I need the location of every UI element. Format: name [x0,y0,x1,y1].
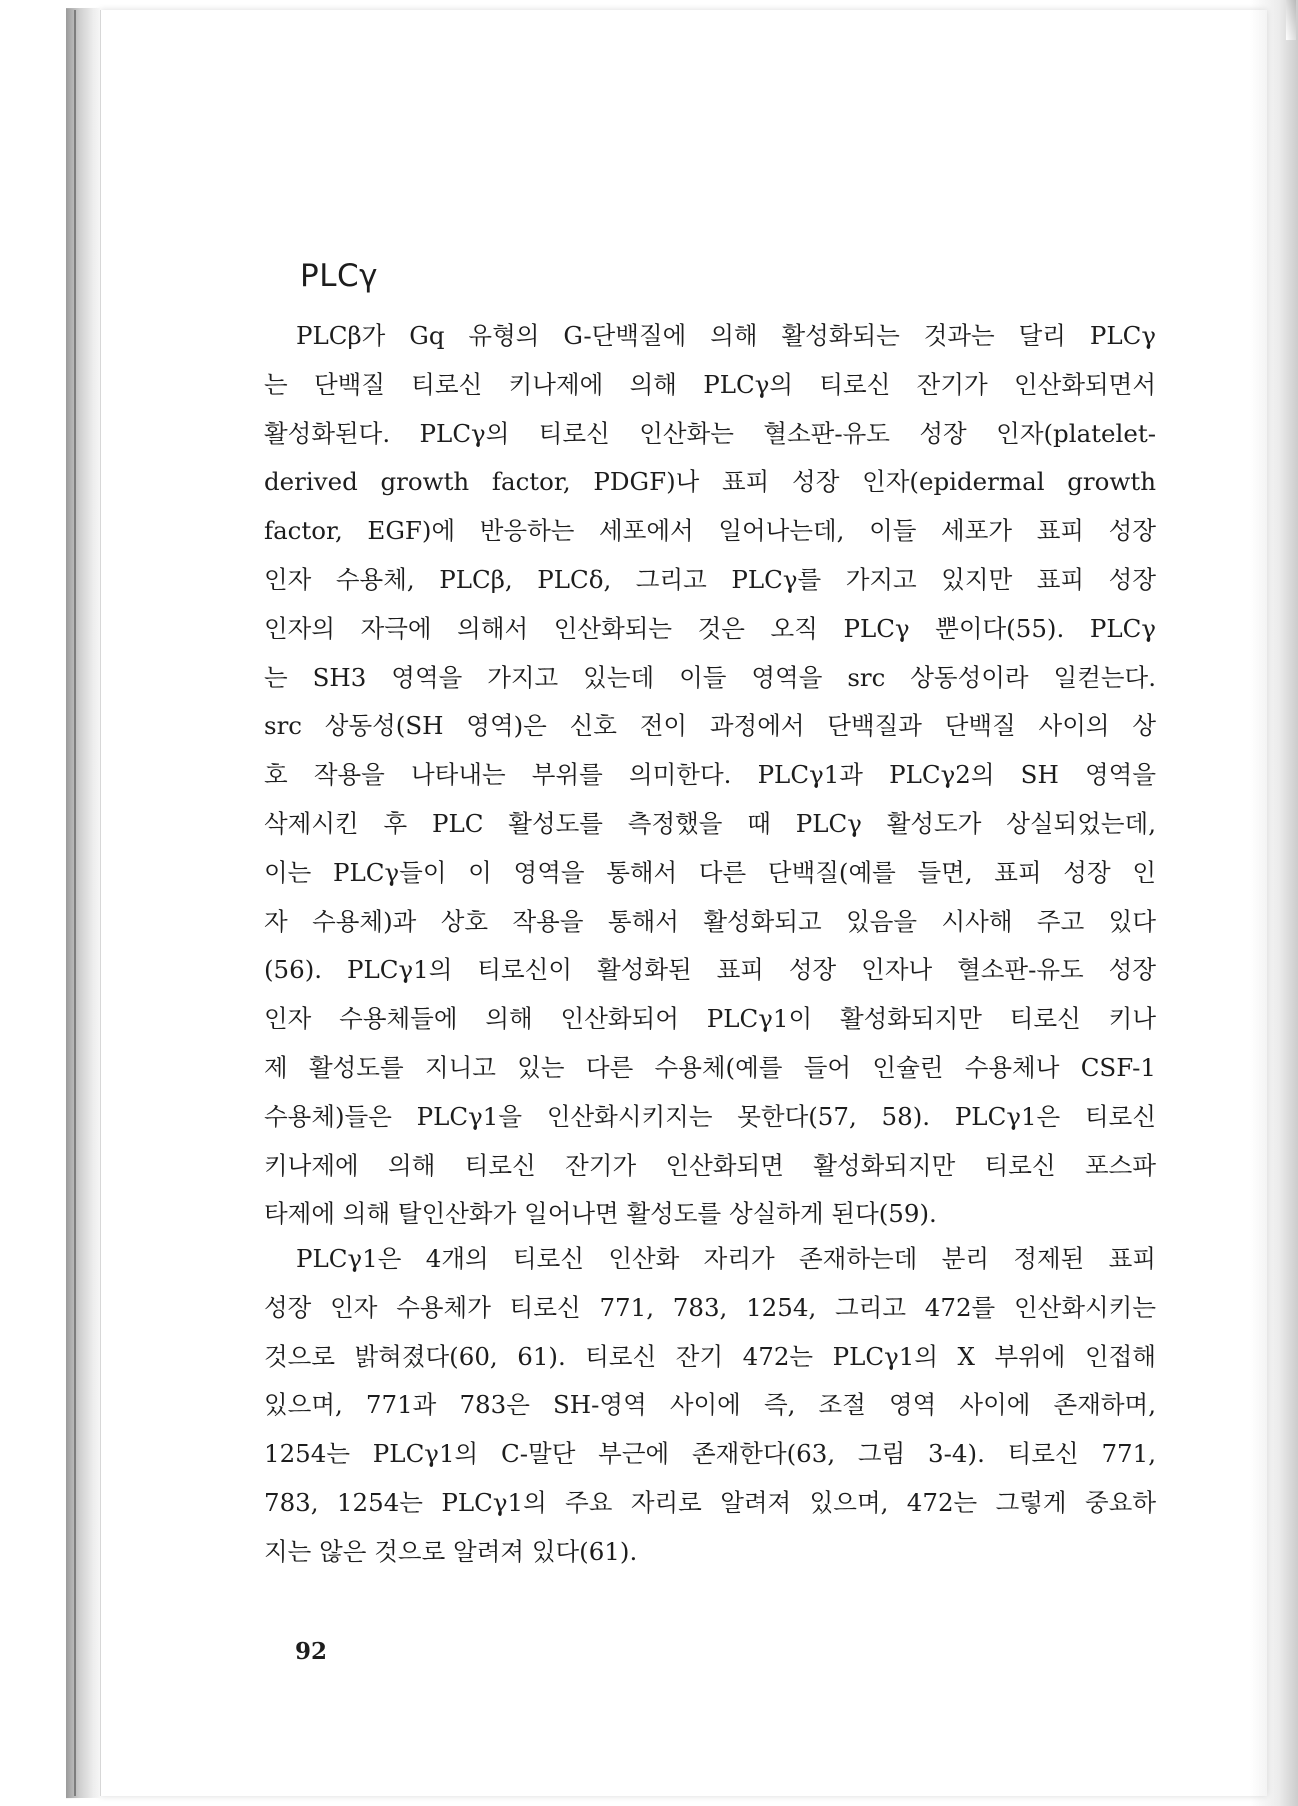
text-line: 수용체)들은 PLCγ1을 인산화시키지는 못한다(57, 58). PLCγ1은 티로신 [264,1101,1156,1131]
text-line: 삭제시킨 후 PLC 활성도를 측정했을 때 PLCγ 활성도가 상실되었는데, [264,808,1156,838]
text-line: (56). PLCγ1의 티로신이 활성화된 표피 성장 인자나 혈소판-유도 성장 [264,955,1156,985]
text-line: 키나제에 의해 티로신 잔기가 인산화되면 활성화되지만 티로신 포스파 [264,1150,1156,1180]
text-line: 인자 수용체, PLCβ, PLCδ, 그리고 PLCγ를 가지고 있지만 표피 성장 [264,564,1156,594]
text-line: derived growth factor, PDGF)나 표피 성장 인자(epidermal growth [264,467,1156,497]
text-line: 제 활성도를 지니고 있는 다른 수용체(예를 들어 인슐린 수용체나 CSF-1 [264,1052,1156,1082]
text-line: 는 단백질 티로신 키나제에 의해 PLCγ의 티로신 잔기가 인산화되면서 [264,369,1156,399]
body-paragraph-2 [264,1235,1156,1577]
page-corner-curl [1286,0,1296,40]
section-heading: PLCγ [300,258,378,294]
text-line: 1254는 PLCγ1의 C-말단 부근에 존재한다(63, 그림 3-4). 티로신 771, [264,1439,1156,1469]
text-line: src 상동성(SH 영역)은 신호 전이 과정에서 단백질과 단백질 사이의 상 [264,711,1156,741]
text-line: 는 SH3 영역을 가지고 있는데 이들 영역을 src 상동성이라 일컫는다. [264,662,1156,692]
text-line: 자 수용체)과 상호 작용을 통해서 활성화되고 있음을 시사해 주고 있다 [264,906,1156,936]
text-line: 인자의 자극에 의해서 인산화되는 것은 오직 PLCγ 뿐이다(55). PLCγ [264,613,1156,643]
text-line: 있으며, 771과 783은 SH-영역 사이에 즉, 조절 영역 사이에 존재하며, [264,1390,1156,1420]
text-line: factor, EGF)에 반응하는 세포에서 일어나는데, 이들 세포가 표피 성장 [264,516,1156,546]
text-line: 호 작용을 나타내는 부위를 의미한다. PLCγ1과 PLCγ2의 SH 영역을 [264,760,1156,790]
text-line: 지는 않은 것으로 알려져 있다(61). [264,1536,638,1566]
book-spine-edge [74,10,76,1796]
text-line: PLCγ1은 4개의 티로신 인산화 자리가 존재하는데 분리 정제된 표피 [296,1244,1156,1273]
text-line: 783, 1254는 PLCγ1의 주요 자리로 알려져 있으며, 472는 그렇게 중요하 [264,1487,1156,1517]
text-line: PLCβ가 Gq 유형의 G-단백질에 의해 활성화되는 것과는 달리 PLCγ [296,321,1156,350]
text-line: 것으로 밝혀졌다(60, 61). 티로신 잔기 472는 PLCγ1의 X 부위에 인접해 [264,1341,1156,1371]
text-line: 타제에 의해 탈인산화가 일어나면 활성도를 상실하게 된다(59). [264,1199,937,1229]
page-edge-shadow [1250,0,1298,1806]
text-line: 인자 수용체들에 의해 인산화되어 PLCγ1이 활성화되지만 티로신 키나 [264,1004,1156,1034]
body-paragraph-1 [264,312,1156,1239]
text-line: 성장 인자 수용체가 티로신 771, 783, 1254, 그리고 472를 인산화시키는 [264,1292,1156,1322]
book-spine-shadow [66,8,100,1798]
text-line: 활성화된다. PLCγ의 티로신 인산화는 혈소판-유도 성장 인자(platelet- [264,418,1156,448]
page-number: 92 [295,1638,328,1665]
text-line: 이는 PLCγ들이 이 영역을 통해서 다른 단백질(예를 들면, 표피 성장 인 [264,857,1156,887]
